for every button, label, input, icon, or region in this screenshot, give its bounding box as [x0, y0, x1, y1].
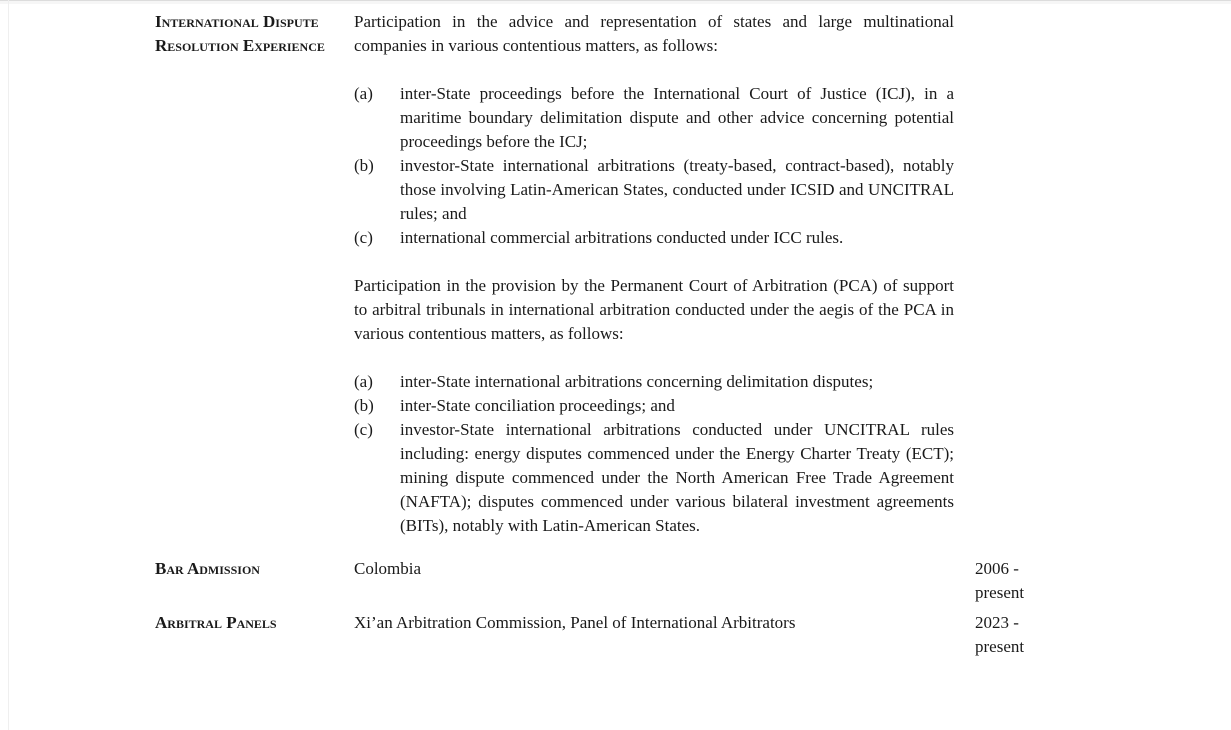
list-item-text: inter-State proceedings before the International Court of Justice (ICJ), in a maritime boundary delimitation dispute and other advice concerning potential proceedings before the ICJ; [400, 84, 954, 151]
resume-section-bar-admission [155, 557, 1231, 605]
list-item [354, 154, 954, 226]
section-period-empty [954, 10, 1045, 538]
arbitral-panels-value: Xi’an Arbitration Commission, Panel of International Arbitrators [354, 613, 796, 632]
section-body [354, 611, 954, 659]
experience-list-1 [354, 82, 954, 250]
experience-intro-paragraph-2: Participation in the provision by the Permanent Court of Arbitration (PCA) of support to arbitral tribunals in international arbitration conducted under the aegis of the PCA in various contentious matters, as follows: [354, 276, 954, 343]
list-item-marker: (a) [354, 84, 373, 103]
list-item [354, 82, 954, 154]
list-item-text: investor-State international arbitrations conducted under UNCITRAL rules including: energy disputes commenced under the Energy Charter Treaty (ECT); mining dispute commenced under the North American Free Trade Agreement (NAFTA); disputes commenced under various bilateral investment agreements (BITs), notably with Latin-American States. [400, 420, 954, 535]
section-period: 2006 - present [975, 559, 1025, 602]
experience-intro-paragraph-1: Participation in the advice and representation of states and large multinational companies in various contentious matters, as follows: [354, 12, 954, 55]
section-body [354, 557, 954, 605]
list-item-text: investor-State international arbitrations (treaty-based, contract-based), notably those involving Latin-American States, conducted under ICSID and UNCITRAL rules; and [400, 156, 954, 223]
resume-section-experience [155, 10, 1231, 538]
section-label: Arbitral Panels [155, 613, 277, 632]
section-label: Bar Admission [155, 559, 260, 578]
list-item-marker: (b) [354, 156, 374, 175]
list-item-text: inter-State international arbitrations concerning delimitation disputes; [400, 372, 874, 391]
list-item-marker: (a) [354, 372, 373, 391]
list-item [354, 226, 954, 250]
resume-section-arbitral-panels [155, 611, 1231, 659]
list-item [354, 394, 954, 418]
list-item-marker: (c) [354, 228, 373, 247]
list-item-text: international commercial arbitrations conducted under ICC rules. [400, 228, 844, 247]
list-item-text: inter-State conciliation proceedings; and [400, 396, 675, 415]
section-label: International Dispute Resolution Experience [155, 12, 325, 55]
section-period: 2023 - present [975, 613, 1025, 656]
bar-admission-value: Colombia [354, 559, 422, 578]
list-item [354, 418, 954, 538]
list-item-marker: (b) [354, 396, 374, 415]
section-body [354, 10, 954, 538]
list-item [354, 370, 954, 394]
list-item-marker: (c) [354, 420, 373, 439]
experience-list-2 [354, 370, 954, 538]
